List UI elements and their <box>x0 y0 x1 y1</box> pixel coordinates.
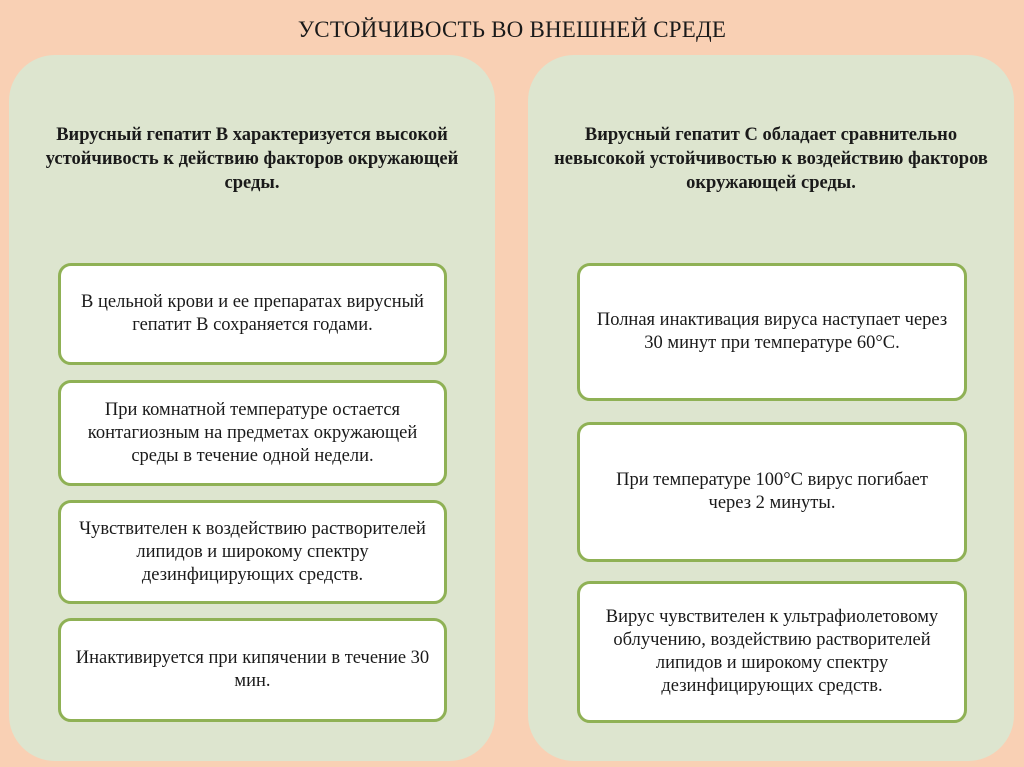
hepatitis-b-heading: Вирусный гепатит В характеризуется высокой устойчивость к действию факторов окружающей среды. <box>45 125 459 193</box>
hepatitis-c-heading: Вирусный гепатит С обладает сравнительно невысокой устойчивостью к воздействию факторов окружающей среды. <box>554 125 988 193</box>
card-text: Инактивируется при кипячении в течение 30 мин. <box>75 648 430 691</box>
card-text: При комнатной температуре остается контагиозным на предметах окружающей среды в течение одной недели. <box>87 399 418 466</box>
hepatitis-b-card-boiling <box>58 618 447 722</box>
card-text: Чувствителен к воздействию растворителей липидов и широкому спектру дезинфицирующих средств. <box>79 518 426 585</box>
hepatitis-c-card-ultraviolet <box>577 581 967 723</box>
hepatitis-b-card-blood <box>58 263 447 365</box>
hepatitis-c-card-60-degrees <box>577 263 967 401</box>
hepatitis-b-card-disinfectants <box>58 500 447 604</box>
hepatitis-b-card-room-temperature <box>58 380 447 486</box>
hepatitis-c-card-100-degrees <box>577 422 967 562</box>
card-text: Вирус чувствителен к ультрафиолетовому облучению, воздействию растворителей липидов и широкому спектру дезинфицирующих средств. <box>605 607 939 696</box>
card-text: При температуре 100°С вирус погибает через 2 минуты. <box>616 470 928 513</box>
page-title: УСТОЙЧИВОСТЬ ВО ВНЕШНЕЙ СРЕДЕ <box>297 17 727 42</box>
card-text: В цельной крови и ее препаратах вирусный гепатит В сохраняется годами. <box>81 292 424 335</box>
hepatitis-b-panel <box>9 55 495 761</box>
hepatitis-c-panel <box>528 55 1014 761</box>
card-text: Полная инактивация вируса наступает через 30 минут при температуре 60°С. <box>596 310 948 353</box>
